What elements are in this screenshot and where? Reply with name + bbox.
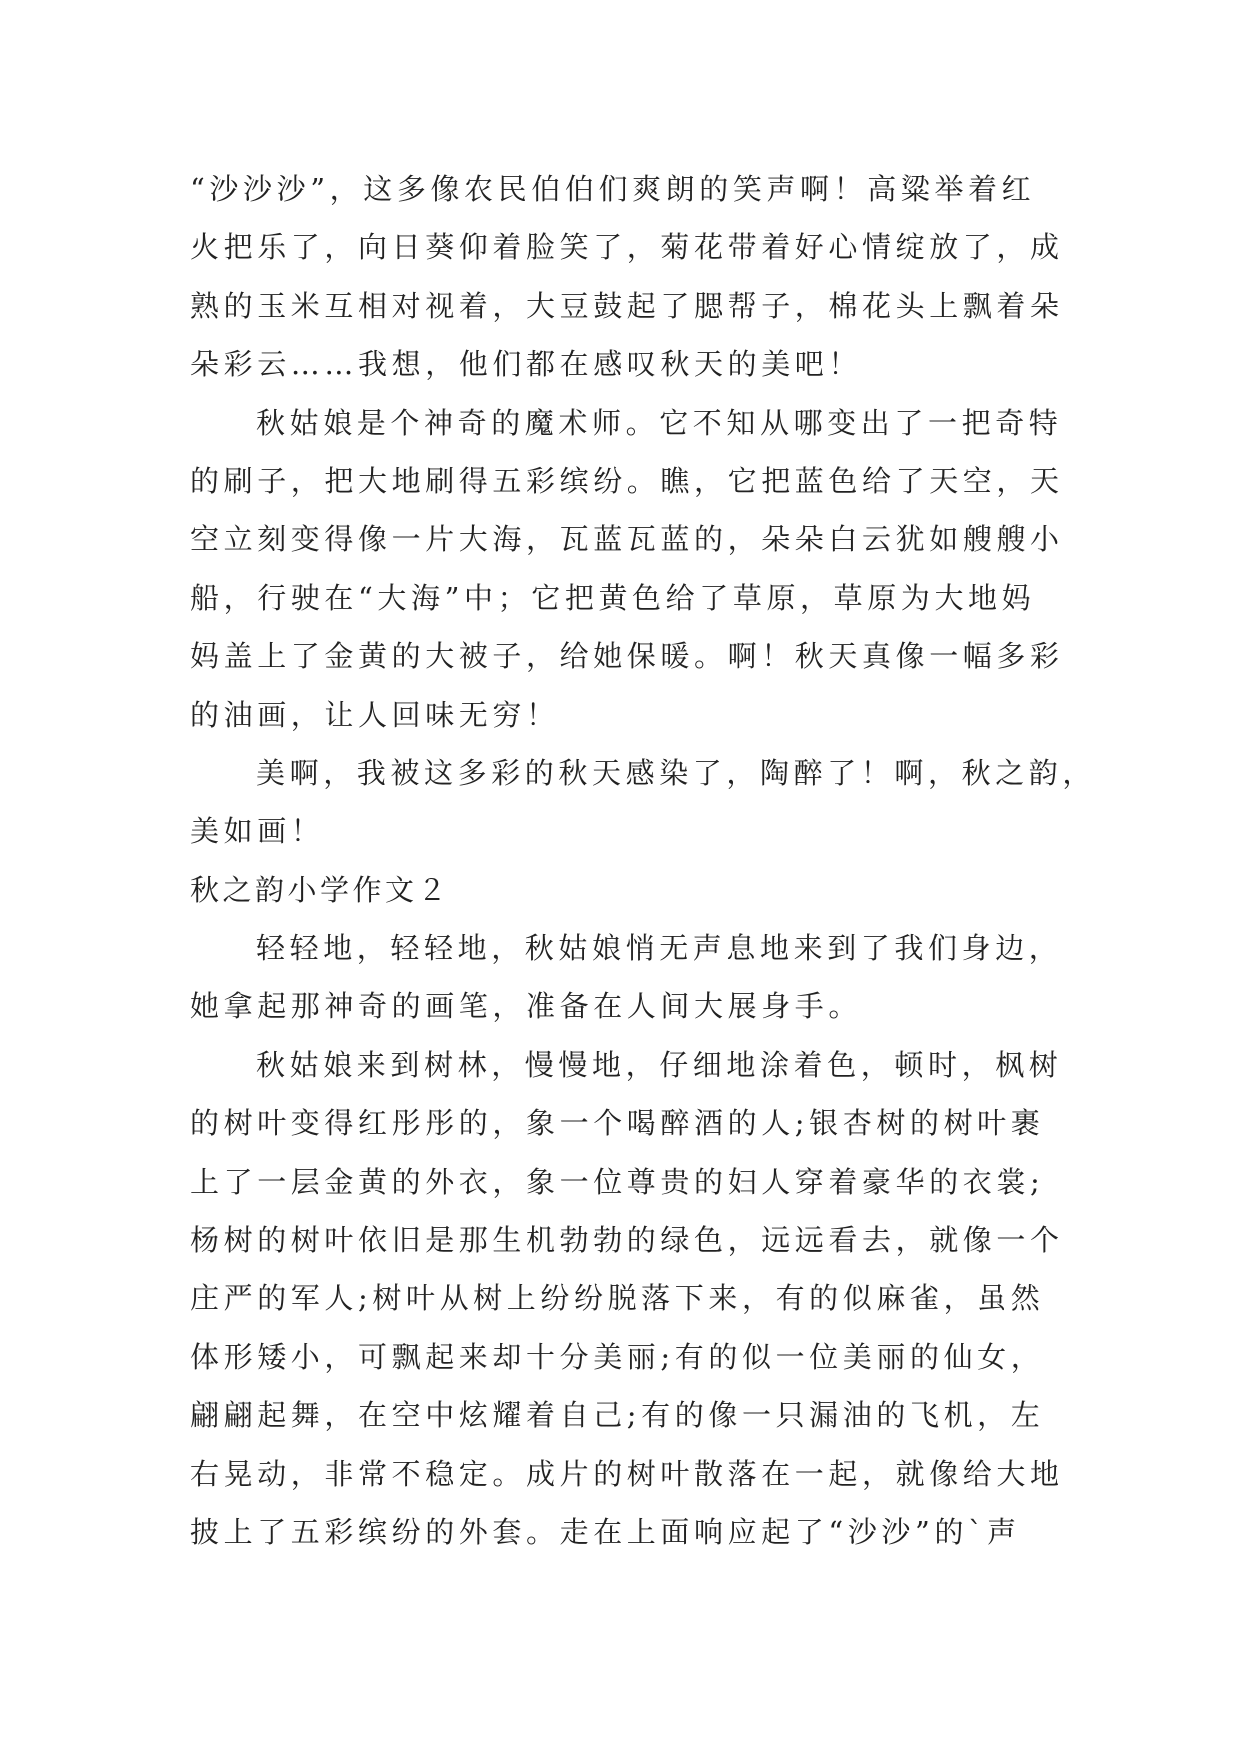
- paragraph-start-line: 轻轻地，轻轻地，秋姑娘悄无声息地来到了我们身边，: [256, 931, 1063, 966]
- text-line: 美如画！: [190, 814, 325, 849]
- document-page: [190, 160, 1097, 1561]
- text-line: 火把乐了，向日葵仰着脸笑了，菊花带着好心情绽放了，成: [190, 230, 1064, 265]
- text-line: 的树叶变得红彤彤的，象一个喝醉酒的人;银杏树的树叶裹: [190, 1106, 1045, 1141]
- section-heading: 秋之韵小学作文２: [190, 872, 451, 907]
- paragraph-start-line: 秋姑娘是个神奇的魔术师。它不知从哪变出了一把奇特: [256, 405, 1063, 440]
- text-line: 庄严的军人;树叶从树上纷纷脱落下来，有的似麻雀，虽然: [190, 1281, 1045, 1316]
- text-line: 妈盖上了金黄的大被子，给她保暖。啊！秋天真像一幅多彩: [190, 639, 1064, 674]
- text-line: 上了一层金黄的外衣，象一位尊贵的妇人穿着豪华的衣裳;: [190, 1164, 1045, 1199]
- paragraph-start-line: 美啊，我被这多彩的秋天感染了，陶醉了！啊，秋之韵，: [256, 755, 1097, 790]
- text-line: 她拿起那神奇的画笔，准备在人间大展身手。: [190, 989, 863, 1024]
- text-line: 熟的玉米互相对视着，大豆鼓起了腮帮子，棉花头上飘着朵: [190, 288, 1064, 323]
- text-line: “沙沙沙”，这多像农民伯伯们爽朗的笑声啊！高粱举着红: [190, 172, 1036, 206]
- text-line: 翩翩起舞，在空中炫耀着自己;有的像一只漏油的飞机，左: [190, 1398, 1045, 1433]
- text-line: 船，行驶在“大海”中；它把黄色给了草原，草原为大地妈: [190, 580, 1036, 615]
- text-line: 杨树的树叶依旧是那生机勃勃的绿色，远远看去，就像一个: [190, 1223, 1064, 1258]
- text-line: 朵彩云……我想，他们都在感叹秋天的美吧！: [190, 347, 863, 382]
- text-line: 右晃动，非常不稳定。成片的树叶散落在一起，就像给大地: [190, 1456, 1064, 1491]
- paragraph-start-line: 秋姑娘来到树林，慢慢地，仔细地涂着色，顿时，枫树: [256, 1047, 1063, 1082]
- text-line: 体形矮小，可飘起来却十分美丽;有的似一位美丽的仙女，: [190, 1339, 1045, 1374]
- text-line: 的油画，让人回味无穷！: [190, 697, 560, 732]
- text-line: 披上了五彩缤纷的外套。走在上面响应起了“沙沙”的`声: [190, 1514, 1021, 1549]
- text-line: 空立刻变得像一片大海，瓦蓝瓦蓝的，朵朵白云犹如艘艘小: [190, 522, 1064, 557]
- text-line: 的刷子，把大地刷得五彩缤纷。瞧，它把蓝色给了天空，天: [190, 463, 1064, 498]
